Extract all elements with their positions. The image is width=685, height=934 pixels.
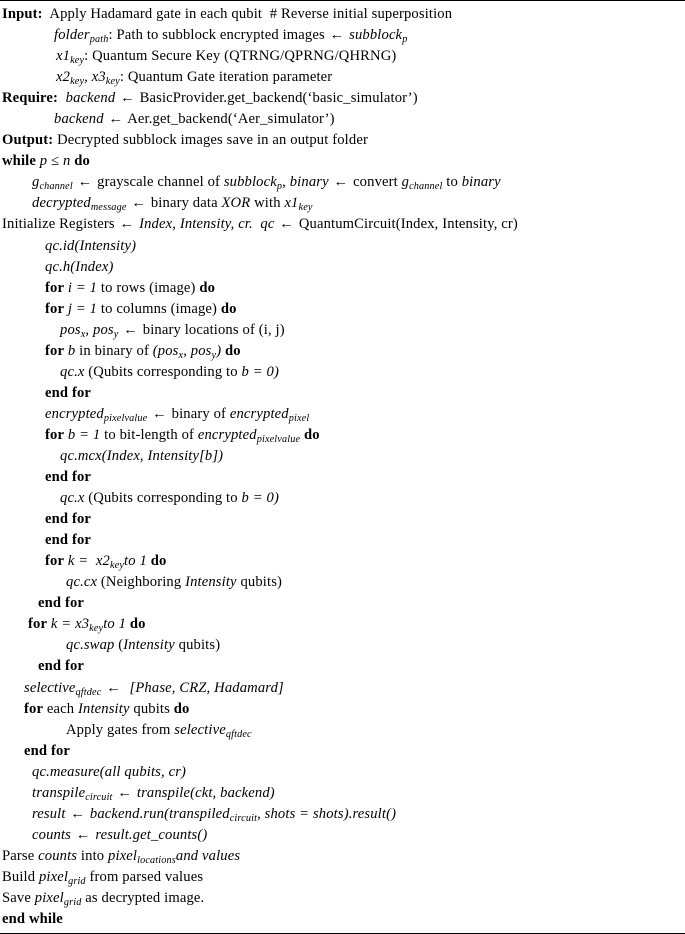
- shots-arg: , shots = shots).result(): [257, 805, 397, 822]
- input-comment: # Reverse initial superposition: [269, 6, 453, 22]
- line-selective-qft: [0, 678, 685, 699]
- for-keyword: for: [45, 300, 65, 317]
- line-encrypted-pixval: [0, 404, 685, 425]
- line-x2-x3-key: $x2_{key}$, $x3_{key}$: Quantum Gate iteration parameter: [56, 69, 333, 87]
- convert-text: convert: [353, 174, 398, 191]
- result-var: result: [32, 805, 66, 822]
- qubits-text: qubits: [133, 700, 170, 717]
- output-keyword: Output:: [2, 132, 54, 149]
- end-for-keyword: end for: [45, 511, 92, 528]
- line-qc-x-2: [0, 488, 685, 509]
- line-end-for-6: [0, 656, 685, 677]
- posy-var: pos: [190, 342, 212, 359]
- aer-call: Aer.get_backend(‘Aer_simulator’): [127, 111, 335, 128]
- line-qc-measure: [0, 762, 685, 783]
- line-end-for-3: [0, 509, 685, 530]
- qc-h-call: qc.h(Index): [45, 258, 114, 275]
- line-end-while: [0, 909, 685, 930]
- line-qc-x-1: [0, 362, 685, 383]
- line-x1-key: [0, 46, 685, 67]
- posx-var: pos: [157, 342, 179, 359]
- encrypted-var: encrypted: [229, 405, 289, 422]
- intensity-var: Intensity: [185, 574, 237, 591]
- to-1: to 1: [124, 553, 147, 570]
- line-g-channel: $g_{channel}$ ← grayscale channel of subblock$_p$, binary ← convert $g_{channel}$ to binary: [32, 174, 501, 193]
- assign-arrow-icon: ←: [70, 805, 86, 822]
- k-var: k: [67, 553, 75, 570]
- leq-operator: ≤: [51, 153, 60, 170]
- line-transpile-circuit: [0, 783, 685, 804]
- parse-keyword: Parse: [2, 847, 35, 864]
- binary-var: binary: [289, 174, 329, 191]
- line-counts-get: [0, 825, 685, 846]
- build-keyword: Build: [2, 868, 36, 885]
- line-end-for-5: [0, 593, 685, 614]
- eq-1: = 1: [79, 426, 101, 443]
- folder-desc: : Path to subblock encrypted images: [108, 27, 325, 44]
- x3-var: x3: [75, 616, 90, 633]
- selective-sub-sub: dec: [86, 686, 102, 698]
- line-for-b-binary: for b in binary of (pos$_x$, pos$_y$) do: [45, 342, 241, 361]
- qc-measure-call: qc.measure(all qubits, cr): [32, 763, 187, 780]
- cr-var: cr.: [238, 216, 253, 233]
- backend-run-call: backend.run(transpiled: [89, 805, 230, 822]
- quantumcircuit-call: QuantumCircuit(Index, Intensity, cr): [298, 216, 518, 233]
- assign-arrow-icon: ←: [119, 216, 135, 233]
- counts-var: counts: [32, 826, 71, 843]
- line-build-pixelgrid: [0, 867, 685, 888]
- rows-image-text: rows (image): [116, 279, 196, 296]
- qc-id-call: qc.id(Intensity): [45, 237, 137, 254]
- b-eq-0: b = 0): [241, 490, 279, 507]
- line-output: [0, 130, 685, 151]
- line-end-for-7: [0, 741, 685, 762]
- transpile-sub: circuit: [85, 791, 113, 803]
- g-var: g: [32, 174, 40, 191]
- line-input: [0, 4, 685, 25]
- intensity-var: Intensity: [123, 637, 175, 654]
- assign-arrow-icon: ←: [108, 111, 124, 128]
- assign-arrow-icon: ←: [279, 216, 295, 233]
- b-var: b: [67, 342, 76, 359]
- line-while-p: [0, 151, 685, 172]
- posy-var: pos: [93, 321, 114, 338]
- end-for-keyword: end for: [45, 384, 92, 401]
- posx-sub: x: [178, 349, 184, 361]
- binary-data-text: binary data: [150, 195, 218, 212]
- line-require-aer: [0, 109, 685, 130]
- to-text: to: [100, 279, 113, 296]
- line-end-for-4: [0, 530, 685, 551]
- encrypted-var: encrypted: [197, 426, 257, 443]
- binary-of-text: binary of: [94, 342, 149, 359]
- assign-arrow-icon: ←: [106, 679, 121, 696]
- assign-arrow-icon: ←: [152, 405, 167, 422]
- x1-sub: key: [298, 202, 313, 214]
- encrypted-var: encrypted: [45, 405, 104, 422]
- neighboring-text: (Neighboring: [100, 574, 182, 591]
- eq-1: = 1: [75, 300, 98, 317]
- line-for-each-intensity: [0, 699, 685, 720]
- line-for-i-rows: [0, 278, 685, 299]
- to-text: to: [100, 300, 113, 317]
- init-registers-text: Initialize Registers: [2, 216, 115, 233]
- selective-var: selective: [174, 721, 226, 738]
- end-for-keyword: end for: [38, 595, 85, 612]
- qc-x-call: qc.x: [60, 363, 85, 380]
- x2-sub: key: [109, 560, 125, 572]
- x2-sub: key: [70, 76, 85, 87]
- x23-desc: : Quantum Gate iteration parameter: [119, 69, 333, 86]
- qc-cx-call: qc.cx: [66, 574, 98, 591]
- selective-sub: qft: [225, 728, 238, 740]
- pixel-sub: locations: [137, 854, 176, 866]
- qc-mcx-call: qc.mcx(Index, Intensity[b]): [60, 447, 224, 464]
- line-qc-mcx: [0, 446, 685, 467]
- intensity-var: Intensity: [78, 700, 130, 717]
- assign-arrow-icon: ←: [75, 826, 91, 843]
- line-require: [0, 88, 685, 109]
- transpile-var: transpile: [32, 784, 86, 801]
- get-counts-call: result.get_counts(): [95, 826, 208, 843]
- xor-op: XOR: [221, 195, 251, 212]
- line-qc-h: [0, 257, 685, 278]
- end-for-keyword: end for: [45, 469, 92, 486]
- line-apply-gates: [0, 720, 685, 741]
- posx-var: pos: [60, 321, 81, 338]
- end-for-keyword: end for: [24, 742, 71, 759]
- qubits-close-text: qubits): [178, 637, 221, 654]
- as-decrypted-text: as decrypted image.: [85, 889, 205, 906]
- for-keyword: for: [24, 700, 44, 717]
- line-for-b-bitlength: [0, 425, 685, 446]
- encrypted-sub-sub: value: [124, 412, 148, 424]
- end-for-keyword: end for: [38, 658, 85, 675]
- j-var: j: [67, 300, 73, 317]
- input-keyword: Input:: [2, 6, 43, 22]
- output-text: Decrypted subblock images save in an output folder: [57, 132, 368, 149]
- n-var: n: [62, 153, 71, 170]
- line-for-j-columns: [0, 299, 685, 320]
- g-sub: channel: [39, 181, 73, 193]
- qc-var: qc: [260, 216, 275, 233]
- do-keyword: do: [225, 342, 241, 359]
- do-keyword: do: [199, 279, 216, 296]
- line-decrypted-message: [0, 193, 685, 214]
- x1-var: x1: [284, 195, 299, 212]
- decrypted-var: decrypted: [32, 195, 91, 212]
- pixel-sub: grid: [63, 896, 82, 908]
- for-keyword: for: [28, 616, 48, 633]
- do-keyword: do: [303, 426, 320, 443]
- g-var: g: [401, 174, 410, 191]
- pixel-sub: grid: [68, 875, 86, 887]
- line-pos-binary: pos$_x$, pos$_y$ ← binary locations of (i, j): [60, 321, 285, 340]
- while-keyword: while: [2, 153, 36, 170]
- assign-arrow-icon: ←: [77, 174, 93, 191]
- for-keyword: for: [45, 342, 65, 359]
- line-qc-id: [0, 236, 685, 257]
- binary-locations-text: binary locations of (i, j): [142, 321, 285, 338]
- folder-sub: path: [89, 33, 109, 45]
- line-for-k-x3: for $k = x3_{key}to$ 1 do: [28, 616, 146, 635]
- do-keyword: do: [74, 153, 90, 170]
- line-init-registers: Initialize Registers ← Index, Intensity, cr. qc ← QuantumCircuit(Index, Intensity, cr): [2, 216, 518, 233]
- backend-var: backend: [54, 111, 104, 128]
- assign-arrow-icon: ←: [117, 784, 133, 801]
- do-keyword: do: [173, 700, 190, 717]
- p-var: p: [39, 153, 48, 170]
- assign-arrow-icon: ←: [329, 27, 345, 44]
- assign-arrow-icon: ←: [131, 195, 147, 212]
- subblock-sub: p: [276, 181, 283, 193]
- binary-of-text: binary of: [171, 405, 227, 422]
- selective-list: [Phase, CRZ, Hadamard]: [129, 679, 284, 696]
- transpiled-sub: circuit: [229, 812, 258, 824]
- encrypted-sub-sub: value: [277, 433, 301, 445]
- assign-arrow-icon: ←: [333, 174, 349, 191]
- backend-var: backend: [65, 90, 116, 107]
- in-keyword: in: [79, 342, 91, 359]
- to-1: to 1: [103, 616, 127, 633]
- input-text: Apply Hadamard gate in each qubit: [49, 6, 263, 22]
- k-var: k: [50, 616, 58, 633]
- folder-var: folder: [54, 27, 90, 44]
- qc-x-call: qc.x: [60, 490, 85, 507]
- b-eq-0: b = 0): [241, 363, 279, 380]
- line-end-for-2: [0, 467, 685, 488]
- i-var: i: [67, 279, 73, 296]
- basicprovider-call: BasicProvider.get_backend(‘basic_simulator’): [139, 90, 418, 107]
- subblock-var: subblock: [349, 27, 403, 44]
- subblock-var: subblock: [223, 174, 277, 191]
- save-keyword: Save: [2, 889, 31, 906]
- to-text: to: [446, 174, 458, 191]
- x1-var: x1: [56, 48, 71, 65]
- x2-var: x2: [56, 69, 71, 86]
- encrypted-sub: pixel: [103, 412, 125, 424]
- x3-var: x3: [91, 69, 106, 86]
- x3-sub: key: [105, 76, 120, 87]
- selective-sub: qft: [75, 686, 87, 698]
- selective-sub-sub: dec: [237, 728, 252, 740]
- binary-var: binary: [461, 174, 501, 191]
- pixel-var: pixel: [38, 868, 69, 885]
- do-keyword: do: [129, 616, 146, 633]
- from-parsed-text: from parsed values: [89, 868, 204, 885]
- counts-var: counts: [38, 847, 78, 864]
- assign-arrow-icon: ←: [120, 90, 135, 107]
- do-keyword: do: [150, 553, 167, 570]
- with-text: with: [254, 195, 281, 212]
- x1-sub: key: [70, 54, 85, 66]
- line-parse-counts: [0, 846, 685, 867]
- line-for-k-x2: for $k = x2_{key}to$ 1 do: [45, 553, 167, 572]
- posy-sub: y: [211, 349, 217, 361]
- intensity-var: Intensity: [179, 216, 231, 233]
- each-keyword: each: [46, 700, 75, 717]
- line-result-run: [0, 804, 685, 825]
- apply-gates-text: Apply gates from: [66, 721, 171, 738]
- qc-swap-call: qc.swap: [66, 637, 115, 654]
- qubits-corresponding-text: (Qubits corresponding to: [88, 490, 238, 507]
- columns-image-text: columns (image): [116, 300, 218, 317]
- line-qc-cx: [0, 572, 685, 593]
- end-for-keyword: end for: [45, 532, 92, 549]
- pixel-var: pixel: [108, 847, 138, 864]
- eq-1: = 1: [75, 279, 98, 296]
- line-save-pixelgrid: [0, 888, 685, 909]
- and-values-text: and values: [175, 847, 241, 864]
- index-var: Index: [139, 216, 173, 233]
- x3-sub: key: [89, 623, 104, 635]
- x1-desc: : Quantum Secure Key (QTRNG/QPRNG/QHRNG): [84, 48, 397, 65]
- for-keyword: for: [45, 426, 65, 443]
- qubits-corresponding-text: (Qubits corresponding to: [88, 363, 238, 380]
- for-keyword: for: [45, 553, 65, 570]
- posx-sub: x: [80, 328, 86, 340]
- assign-arrow-icon: ←: [123, 321, 138, 338]
- g-sub: channel: [409, 181, 443, 193]
- for-keyword: for: [45, 279, 65, 296]
- subblock-sub: p: [402, 33, 408, 45]
- grayscale-text: grayscale channel of: [97, 174, 221, 191]
- pixel-var: pixel: [34, 889, 64, 906]
- do-keyword: do: [220, 300, 237, 317]
- line-qc-swap: qc.swap (Intensity qubits): [66, 637, 221, 654]
- end-while-keyword: end while: [2, 911, 63, 928]
- posy-sub: y: [113, 328, 119, 340]
- decrypted-sub: message: [90, 202, 127, 214]
- line-folder-path: [0, 25, 685, 46]
- selective-var: selective: [24, 679, 76, 696]
- encrypted-sub: pixel: [288, 412, 310, 424]
- transpile-call: transpile(ckt, backend): [136, 784, 275, 801]
- into-keyword: into: [80, 847, 105, 864]
- x2-var: x2: [95, 553, 110, 570]
- qubits-close-text: qubits): [240, 574, 283, 591]
- b-var: b: [67, 426, 76, 443]
- line-end-for-1: [0, 383, 685, 404]
- encrypted-sub: pixel: [256, 433, 278, 445]
- require-keyword: Require:: [2, 90, 59, 107]
- bit-length-text: to bit-length of: [104, 426, 195, 443]
